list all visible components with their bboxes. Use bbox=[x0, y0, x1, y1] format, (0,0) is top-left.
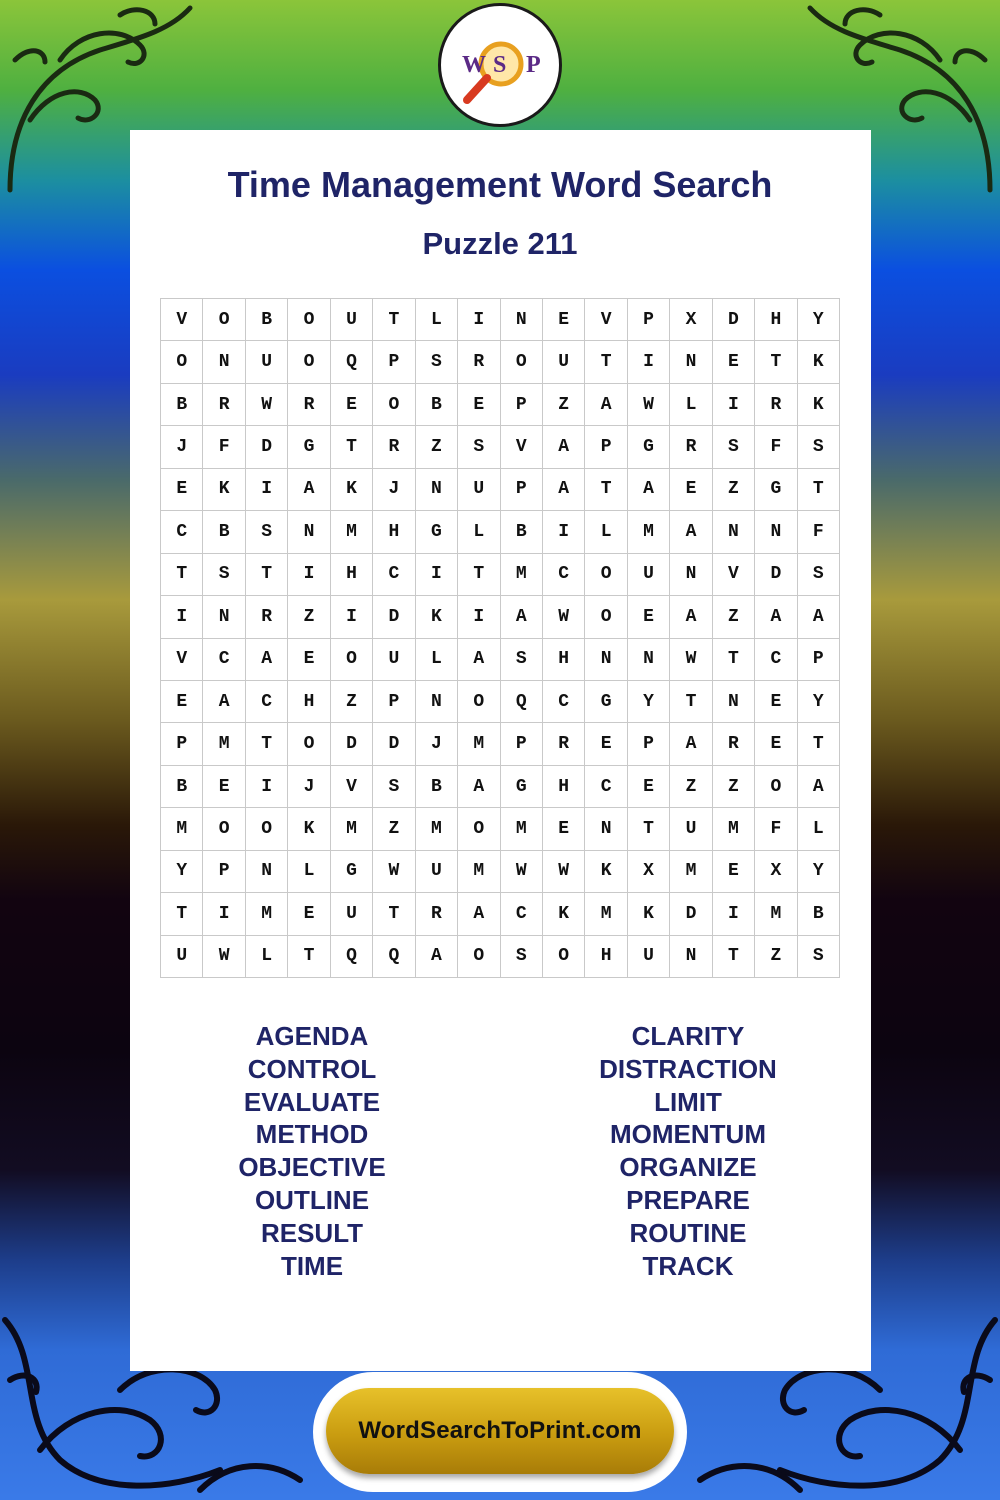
grid-cell[interactable]: E bbox=[628, 766, 670, 808]
grid-cell[interactable]: M bbox=[161, 808, 203, 850]
grid-cell[interactable]: I bbox=[713, 384, 755, 426]
grid-cell[interactable]: C bbox=[755, 639, 797, 681]
grid-cell[interactable]: M bbox=[755, 893, 797, 935]
grid-cell[interactable]: K bbox=[331, 469, 373, 511]
grid-cell[interactable]: K bbox=[798, 384, 840, 426]
word-list-item: LIMIT bbox=[654, 1086, 722, 1117]
grid-cell[interactable]: P bbox=[501, 469, 543, 511]
grid-cell[interactable]: L bbox=[246, 936, 288, 978]
letter-grid bbox=[160, 298, 840, 978]
grid-cell[interactable]: W bbox=[246, 384, 288, 426]
grid-cell[interactable]: K bbox=[798, 341, 840, 383]
grid-cell[interactable]: N bbox=[203, 596, 245, 638]
grid-cell[interactable]: E bbox=[543, 808, 585, 850]
word-list-item: RESULT bbox=[260, 1217, 364, 1248]
grid-cell[interactable]: L bbox=[288, 851, 330, 893]
grid-cell[interactable]: T bbox=[246, 723, 288, 765]
grid-cell[interactable]: W bbox=[373, 851, 415, 893]
grid-cell[interactable]: A bbox=[543, 469, 585, 511]
grid-cell[interactable]: T bbox=[798, 723, 840, 765]
grid-cell[interactable]: Z bbox=[755, 936, 797, 978]
grid-cell[interactable]: G bbox=[501, 766, 543, 808]
grid-cell[interactable]: V bbox=[161, 299, 203, 341]
grid-cell[interactable]: U bbox=[628, 554, 670, 596]
grid-cell[interactable]: P bbox=[628, 723, 670, 765]
grid-cell[interactable]: C bbox=[373, 554, 415, 596]
grid-cell[interactable]: F bbox=[798, 511, 840, 553]
grid-cell[interactable]: H bbox=[543, 639, 585, 681]
grid-cell[interactable]: C bbox=[585, 766, 627, 808]
grid-cell[interactable]: G bbox=[331, 851, 373, 893]
grid-cell[interactable]: R bbox=[713, 723, 755, 765]
grid-cell[interactable]: M bbox=[458, 851, 500, 893]
grid-cell[interactable]: I bbox=[713, 893, 755, 935]
grid-cell[interactable]: A bbox=[543, 426, 585, 468]
grid-cell[interactable]: D bbox=[373, 596, 415, 638]
grid-cell[interactable]: M bbox=[246, 893, 288, 935]
grid-cell[interactable]: Z bbox=[416, 426, 458, 468]
grid-cell[interactable]: P bbox=[203, 851, 245, 893]
grid-cell[interactable]: M bbox=[331, 511, 373, 553]
grid-cell[interactable]: S bbox=[713, 426, 755, 468]
grid-cell[interactable]: H bbox=[585, 936, 627, 978]
grid-cell[interactable]: R bbox=[543, 723, 585, 765]
site-link-button[interactable] bbox=[326, 1388, 674, 1474]
grid-cell[interactable]: P bbox=[373, 681, 415, 723]
grid-cell[interactable]: F bbox=[755, 426, 797, 468]
grid-cell[interactable]: B bbox=[798, 893, 840, 935]
grid-cell[interactable]: P bbox=[628, 299, 670, 341]
grid-cell[interactable]: R bbox=[670, 426, 712, 468]
grid-cell[interactable]: M bbox=[203, 723, 245, 765]
grid-cell[interactable]: A bbox=[670, 511, 712, 553]
grid-cell[interactable]: M bbox=[458, 723, 500, 765]
grid-cell[interactable]: P bbox=[798, 639, 840, 681]
grid-cell[interactable]: S bbox=[416, 341, 458, 383]
grid-cell[interactable]: Y bbox=[628, 681, 670, 723]
grid-cell[interactable]: N bbox=[416, 681, 458, 723]
grid-cell[interactable]: I bbox=[628, 341, 670, 383]
grid-cell[interactable]: E bbox=[755, 681, 797, 723]
grid-cell[interactable]: S bbox=[458, 426, 500, 468]
grid-cell[interactable]: G bbox=[288, 426, 330, 468]
grid-cell[interactable]: Z bbox=[288, 596, 330, 638]
word-list-item: ORGANIZE bbox=[619, 1152, 757, 1183]
grid-cell[interactable]: Z bbox=[331, 681, 373, 723]
grid-cell[interactable]: E bbox=[458, 384, 500, 426]
grid-cell[interactable]: Y bbox=[798, 851, 840, 893]
grid-cell[interactable]: O bbox=[288, 723, 330, 765]
grid-cell[interactable]: T bbox=[373, 299, 415, 341]
grid-cell[interactable]: L bbox=[798, 808, 840, 850]
grid-cell[interactable]: S bbox=[501, 639, 543, 681]
grid-cell[interactable]: B bbox=[203, 511, 245, 553]
grid-cell[interactable]: V bbox=[713, 554, 755, 596]
grid-cell[interactable]: N bbox=[585, 639, 627, 681]
grid-cell[interactable]: N bbox=[288, 511, 330, 553]
grid-cell[interactable]: J bbox=[288, 766, 330, 808]
grid-cell[interactable]: G bbox=[585, 681, 627, 723]
word-list-item: OUTLINE bbox=[254, 1184, 370, 1215]
grid-cell[interactable]: U bbox=[670, 808, 712, 850]
grid-cell[interactable]: K bbox=[288, 808, 330, 850]
grid-cell[interactable]: S bbox=[203, 554, 245, 596]
grid-cell[interactable]: N bbox=[713, 681, 755, 723]
grid-cell[interactable]: A bbox=[288, 469, 330, 511]
grid-cell[interactable]: P bbox=[501, 384, 543, 426]
grid-cell[interactable]: U bbox=[331, 299, 373, 341]
word-list-item: METHOD bbox=[255, 1119, 369, 1150]
grid-cell[interactable]: A bbox=[798, 596, 840, 638]
logo-letter-w: W bbox=[462, 52, 486, 78]
grid-cell[interactable]: J bbox=[161, 426, 203, 468]
grid-cell[interactable]: Y bbox=[798, 681, 840, 723]
grid-cell[interactable]: T bbox=[373, 893, 415, 935]
word-list-item: AGENDA bbox=[255, 1021, 369, 1051]
grid-cell[interactable]: T bbox=[331, 426, 373, 468]
grid-cell[interactable]: E bbox=[713, 851, 755, 893]
grid-cell[interactable]: G bbox=[628, 426, 670, 468]
grid-cell[interactable]: H bbox=[373, 511, 415, 553]
grid-cell[interactable]: I bbox=[288, 554, 330, 596]
grid-cell[interactable]: I bbox=[543, 511, 585, 553]
grid-cell[interactable]: V bbox=[585, 299, 627, 341]
grid-cell[interactable]: P bbox=[585, 426, 627, 468]
logo-letter-p: P bbox=[526, 52, 541, 78]
grid-cell[interactable]: T bbox=[246, 554, 288, 596]
grid-cell[interactable]: R bbox=[246, 596, 288, 638]
grid-cell[interactable]: A bbox=[755, 596, 797, 638]
grid-cell[interactable]: T bbox=[713, 936, 755, 978]
grid-cell[interactable]: U bbox=[331, 893, 373, 935]
site-link-label: WordSearchToPrint.com bbox=[358, 1417, 642, 1444]
grid-cell[interactable]: A bbox=[416, 936, 458, 978]
site-logo[interactable] bbox=[438, 3, 562, 127]
word-list-item: DISTRACTION bbox=[599, 1053, 777, 1084]
word-list-right bbox=[538, 1020, 838, 1282]
grid-cell[interactable]: D bbox=[331, 723, 373, 765]
grid-cell[interactable]: T bbox=[670, 681, 712, 723]
word-list-item: CONTROL bbox=[247, 1053, 377, 1084]
word-list-item: OBJECTIVE bbox=[238, 1152, 386, 1183]
grid-cell[interactable]: N bbox=[670, 341, 712, 383]
grid-cell[interactable]: Y bbox=[161, 851, 203, 893]
grid-cell[interactable]: A bbox=[458, 893, 500, 935]
grid-cell[interactable]: Q bbox=[331, 936, 373, 978]
grid-cell[interactable]: I bbox=[458, 299, 500, 341]
grid-cell[interactable]: U bbox=[373, 639, 415, 681]
grid-cell[interactable]: S bbox=[798, 936, 840, 978]
grid-cell[interactable]: K bbox=[543, 893, 585, 935]
grid-cell[interactable]: N bbox=[203, 341, 245, 383]
grid-cell[interactable]: J bbox=[373, 469, 415, 511]
grid-cell[interactable]: B bbox=[416, 384, 458, 426]
grid-cell[interactable]: S bbox=[798, 554, 840, 596]
word-list-item: MOMENTUM bbox=[610, 1119, 766, 1150]
grid-cell[interactable]: P bbox=[161, 723, 203, 765]
grid-cell[interactable]: T bbox=[755, 341, 797, 383]
grid-cell[interactable]: P bbox=[501, 723, 543, 765]
grid-cell[interactable]: M bbox=[331, 808, 373, 850]
grid-cell[interactable]: V bbox=[501, 426, 543, 468]
grid-cell[interactable]: A bbox=[585, 384, 627, 426]
grid-cell[interactable]: T bbox=[713, 639, 755, 681]
grid-cell[interactable]: O bbox=[246, 808, 288, 850]
grid-cell[interactable]: X bbox=[755, 851, 797, 893]
grid-cell[interactable]: O bbox=[755, 766, 797, 808]
grid-cell[interactable]: H bbox=[755, 299, 797, 341]
grid-cell[interactable]: Z bbox=[543, 384, 585, 426]
grid-cell[interactable]: O bbox=[373, 384, 415, 426]
grid-cell[interactable]: E bbox=[203, 766, 245, 808]
grid-cell[interactable]: U bbox=[543, 341, 585, 383]
grid-cell[interactable]: R bbox=[755, 384, 797, 426]
grid-cell[interactable]: B bbox=[246, 299, 288, 341]
grid-cell[interactable]: T bbox=[288, 936, 330, 978]
grid-cell[interactable]: L bbox=[585, 511, 627, 553]
grid-cell[interactable]: C bbox=[246, 681, 288, 723]
grid-cell[interactable]: C bbox=[543, 681, 585, 723]
grid-cell[interactable]: C bbox=[501, 893, 543, 935]
grid-cell[interactable]: O bbox=[203, 299, 245, 341]
grid-cell[interactable]: S bbox=[373, 766, 415, 808]
grid-cell[interactable]: Y bbox=[798, 299, 840, 341]
grid-cell[interactable]: E bbox=[670, 469, 712, 511]
grid-cell[interactable]: I bbox=[246, 469, 288, 511]
grid-cell[interactable]: E bbox=[288, 893, 330, 935]
grid-cell[interactable]: D bbox=[246, 426, 288, 468]
grid-cell[interactable]: M bbox=[628, 511, 670, 553]
grid-cell[interactable]: W bbox=[670, 639, 712, 681]
grid-cell[interactable]: T bbox=[798, 469, 840, 511]
grid-cell[interactable]: H bbox=[288, 681, 330, 723]
grid-cell[interactable]: U bbox=[628, 936, 670, 978]
grid-cell[interactable]: O bbox=[543, 936, 585, 978]
grid-cell[interactable]: A bbox=[203, 681, 245, 723]
grid-cell[interactable]: N bbox=[501, 299, 543, 341]
grid-cell[interactable]: P bbox=[373, 341, 415, 383]
word-list-item: CLARITY bbox=[631, 1021, 745, 1051]
grid-cell[interactable]: N bbox=[755, 511, 797, 553]
grid-cell[interactable]: K bbox=[628, 893, 670, 935]
grid-cell[interactable]: A bbox=[798, 766, 840, 808]
grid-cell[interactable]: O bbox=[161, 341, 203, 383]
grid-cell[interactable]: W bbox=[203, 936, 245, 978]
grid-cell[interactable]: X bbox=[628, 851, 670, 893]
grid-cell[interactable]: U bbox=[416, 851, 458, 893]
grid-cell[interactable]: O bbox=[458, 681, 500, 723]
grid-cell[interactable]: E bbox=[628, 596, 670, 638]
grid-cell[interactable]: I bbox=[246, 766, 288, 808]
grid-cell[interactable]: G bbox=[416, 511, 458, 553]
grid-cell[interactable]: K bbox=[203, 469, 245, 511]
grid-cell[interactable]: B bbox=[416, 766, 458, 808]
grid-cell[interactable]: O bbox=[585, 554, 627, 596]
grid-cell[interactable]: O bbox=[331, 639, 373, 681]
word-list-item: EVALUATE bbox=[243, 1086, 381, 1117]
word-list-item: ROUTINE bbox=[629, 1217, 747, 1248]
grid-cell[interactable]: R bbox=[416, 893, 458, 935]
grid-cell[interactable]: O bbox=[288, 341, 330, 383]
grid-cell[interactable]: C bbox=[203, 639, 245, 681]
magnifier-icon bbox=[441, 6, 559, 124]
grid-cell[interactable]: F bbox=[755, 808, 797, 850]
grid-cell[interactable]: E bbox=[755, 723, 797, 765]
grid-cell[interactable]: O bbox=[458, 936, 500, 978]
grid-cell[interactable]: D bbox=[373, 723, 415, 765]
grid-cell[interactable]: N bbox=[628, 639, 670, 681]
logo-letter-s: S bbox=[493, 52, 507, 78]
grid-cell[interactable]: U bbox=[246, 341, 288, 383]
grid-cell[interactable]: A bbox=[458, 766, 500, 808]
grid-cell[interactable]: M bbox=[501, 554, 543, 596]
page-title: Time Management Word Search bbox=[227, 164, 773, 205]
grid-cell[interactable]: Z bbox=[713, 766, 755, 808]
grid-cell[interactable]: E bbox=[161, 469, 203, 511]
grid-cell[interactable]: E bbox=[331, 384, 373, 426]
grid-cell[interactable]: D bbox=[670, 893, 712, 935]
grid-cell[interactable]: K bbox=[585, 851, 627, 893]
grid-cell[interactable]: S bbox=[501, 936, 543, 978]
grid-cell[interactable]: X bbox=[670, 299, 712, 341]
word-list-item: TIME bbox=[280, 1250, 344, 1281]
grid-cell[interactable]: W bbox=[628, 384, 670, 426]
word-list-left bbox=[162, 1020, 462, 1282]
grid-cell[interactable]: I bbox=[331, 596, 373, 638]
grid-cell[interactable]: E bbox=[288, 639, 330, 681]
grid-cell[interactable]: B bbox=[161, 384, 203, 426]
grid-cell[interactable]: B bbox=[501, 511, 543, 553]
grid-cell[interactable]: V bbox=[331, 766, 373, 808]
grid-cell[interactable]: U bbox=[161, 936, 203, 978]
grid-cell[interactable]: N bbox=[670, 554, 712, 596]
grid-cell[interactable]: O bbox=[458, 808, 500, 850]
grid-cell[interactable]: L bbox=[416, 639, 458, 681]
grid-cell[interactable]: T bbox=[585, 341, 627, 383]
grid-cell[interactable]: O bbox=[288, 299, 330, 341]
grid-cell[interactable]: Q bbox=[331, 341, 373, 383]
grid-cell[interactable]: I bbox=[416, 554, 458, 596]
grid-cell[interactable]: S bbox=[798, 426, 840, 468]
grid-cell[interactable]: O bbox=[203, 808, 245, 850]
grid-cell[interactable]: V bbox=[161, 639, 203, 681]
grid-cell[interactable]: W bbox=[501, 851, 543, 893]
grid-cell[interactable]: Z bbox=[713, 596, 755, 638]
grid-cell[interactable]: L bbox=[670, 384, 712, 426]
grid-cell[interactable]: D bbox=[713, 299, 755, 341]
grid-cell[interactable]: C bbox=[161, 511, 203, 553]
grid-cell[interactable]: M bbox=[416, 808, 458, 850]
grid-cell[interactable]: T bbox=[628, 808, 670, 850]
grid-cell[interactable]: E bbox=[585, 723, 627, 765]
grid-cell[interactable]: Z bbox=[713, 469, 755, 511]
grid-cell[interactable]: W bbox=[543, 851, 585, 893]
grid-cell[interactable]: A bbox=[670, 723, 712, 765]
grid-cell[interactable]: I bbox=[203, 893, 245, 935]
grid-cell[interactable]: N bbox=[670, 936, 712, 978]
grid-cell[interactable]: T bbox=[458, 554, 500, 596]
grid-cell[interactable]: Z bbox=[373, 808, 415, 850]
grid-cell[interactable]: M bbox=[670, 851, 712, 893]
grid-cell[interactable]: R bbox=[458, 341, 500, 383]
grid-cell[interactable]: H bbox=[543, 766, 585, 808]
grid-cell[interactable]: Q bbox=[501, 681, 543, 723]
grid-cell[interactable]: Z bbox=[670, 766, 712, 808]
grid-cell[interactable]: R bbox=[373, 426, 415, 468]
grid-cell[interactable]: E bbox=[161, 681, 203, 723]
grid-cell[interactable]: N bbox=[416, 469, 458, 511]
grid-cell[interactable]: E bbox=[713, 341, 755, 383]
grid-cell[interactable]: N bbox=[246, 851, 288, 893]
grid-cell[interactable]: T bbox=[585, 469, 627, 511]
grid-cell[interactable]: T bbox=[161, 893, 203, 935]
grid-cell[interactable]: I bbox=[458, 596, 500, 638]
grid-cell[interactable]: K bbox=[416, 596, 458, 638]
grid-cell[interactable]: S bbox=[246, 511, 288, 553]
grid-cell[interactable]: C bbox=[543, 554, 585, 596]
word-list-item: TRACK bbox=[642, 1250, 734, 1281]
grid-cell[interactable]: D bbox=[755, 554, 797, 596]
grid-cell[interactable]: A bbox=[458, 639, 500, 681]
grid-cell[interactable]: U bbox=[458, 469, 500, 511]
grid-cell[interactable]: R bbox=[288, 384, 330, 426]
grid-cell[interactable]: O bbox=[501, 341, 543, 383]
grid-cell[interactable]: T bbox=[161, 554, 203, 596]
grid-cell[interactable]: A bbox=[670, 596, 712, 638]
grid-cell[interactable]: A bbox=[246, 639, 288, 681]
grid-cell[interactable]: J bbox=[416, 723, 458, 765]
grid-cell[interactable]: F bbox=[203, 426, 245, 468]
grid-cell[interactable]: E bbox=[543, 299, 585, 341]
grid-cell[interactable]: Q bbox=[373, 936, 415, 978]
grid-cell[interactable]: W bbox=[543, 596, 585, 638]
grid-cell[interactable]: H bbox=[331, 554, 373, 596]
grid-cell[interactable]: M bbox=[501, 808, 543, 850]
grid-cell[interactable]: B bbox=[161, 766, 203, 808]
grid-cell[interactable]: L bbox=[416, 299, 458, 341]
grid-cell[interactable]: R bbox=[203, 384, 245, 426]
grid-cell[interactable]: M bbox=[585, 893, 627, 935]
grid-cell[interactable]: A bbox=[501, 596, 543, 638]
grid-cell[interactable]: N bbox=[585, 808, 627, 850]
grid-cell[interactable]: I bbox=[161, 596, 203, 638]
grid-cell[interactable]: G bbox=[755, 469, 797, 511]
word-list-item: PREPARE bbox=[626, 1184, 750, 1215]
grid-cell[interactable]: A bbox=[628, 469, 670, 511]
puzzle-number: Puzzle 211 bbox=[422, 226, 578, 261]
grid-cell[interactable]: O bbox=[585, 596, 627, 638]
grid-cell[interactable]: L bbox=[458, 511, 500, 553]
grid-cell[interactable]: N bbox=[713, 511, 755, 553]
grid-cell[interactable]: M bbox=[713, 808, 755, 850]
